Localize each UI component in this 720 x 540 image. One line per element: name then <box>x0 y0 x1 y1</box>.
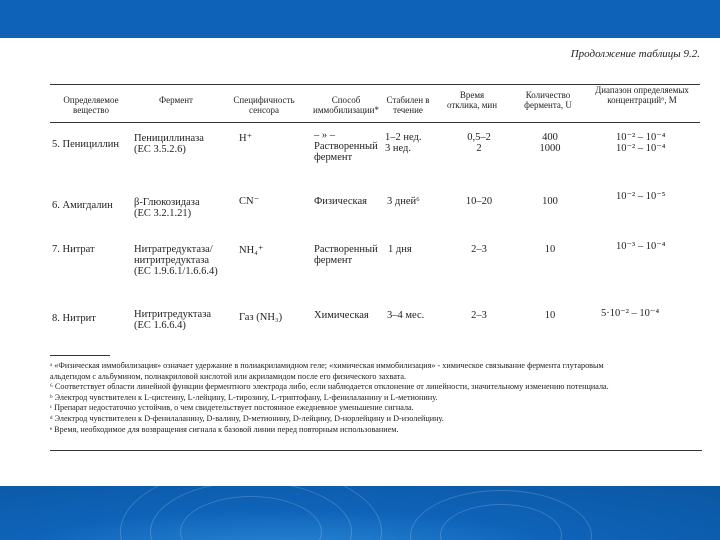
row-4-response-time: 2–3 <box>471 310 487 321</box>
row-4-range: 5·10⁻² – 10⁻⁴ <box>601 308 660 319</box>
footnote-line: ᶜ Препарат недостаточно устойчив, о чем свидетельствует постоянное ежедневное уменьшение сигнала. <box>50 403 414 413</box>
row-4-sensor: Газ (NH₃) <box>239 312 283 323</box>
row-1-immobilization: – » – Растворенный фермент <box>314 130 378 163</box>
row-3-immobilization: Растворенный фермент <box>314 244 378 266</box>
row-3-response-time: 2–3 <box>471 244 487 255</box>
row-2-enzyme-amount: 100 <box>542 196 558 207</box>
ripple-decoration <box>410 490 592 540</box>
row-3-range: 10⁻³ – 10⁻⁴ <box>616 241 666 252</box>
table-caption: Продолжение таблицы 9.2. <box>570 48 700 60</box>
header-stability: Стабилен в течение <box>386 95 430 115</box>
bottom-banner <box>0 486 720 540</box>
row-1-sensor: H⁺ <box>239 133 253 144</box>
ripple-decoration <box>120 486 382 540</box>
row-2-immobilization: Физическая <box>314 196 367 207</box>
footnote-line: ᵇ Электрод чувствителен к L-цистеину, L-лейцину, L-тирозину, L-триптофану, L-фенилаланину и L-метионину. <box>50 392 438 402</box>
header-sensor: Специфичность сенсора <box>233 95 295 115</box>
row-4-enzyme-amount: 10 <box>544 310 556 321</box>
row-2-response-time: 10–20 <box>465 196 493 207</box>
row-4-stability: 3–4 мес. <box>387 310 425 321</box>
row-1-range: 10⁻² – 10⁻⁴ 10⁻² – 10⁻⁴ <box>616 132 666 154</box>
header-enzyme-amount: Количество фермента, U <box>524 90 572 110</box>
row-2-substance: 6. Амигдалин <box>52 200 113 211</box>
row-4-immobilization: Химическая <box>314 310 369 321</box>
footnote-rule <box>50 355 110 356</box>
footnote-line: ⁶ Соответствует области линейной функции ферментного электрода либо, если наблюдается отклонение от линейности, значительному изменению потенциала. <box>50 382 609 392</box>
row-3-substance: 7. Нитрат <box>52 244 95 255</box>
row-2-stability: 3 дней⁶ <box>387 196 420 207</box>
header-bottom-rule <box>50 122 700 123</box>
footnote-line: ᵉ Время, необходимое для возвращения сигнала к базовой линии перед повторным использованием. <box>50 424 399 434</box>
row-3-enzyme: Нитратредуктаза/ нитритредуктаза (ЕС 1.9.6.1/1.6.6.4) <box>134 244 218 277</box>
row-1-enzyme-amount: 400 1000 <box>539 132 561 154</box>
footnote-bottom-rule <box>50 450 702 451</box>
footnote-line: альдегидом с альбумином, полиакриловой кислотой или акриламидом после его физического захвата. <box>50 371 407 381</box>
footnote-line: ᵈ Электрод чувствителен к D-фенилаланину, D-валину, D-метионину, D-лейцину, D-норлейцину и D-изолейцину. <box>50 413 444 423</box>
top-banner <box>0 0 720 38</box>
footnotes <box>50 361 702 435</box>
row-2-sensor: CN⁻ <box>239 196 260 207</box>
header-enzyme: Фермент <box>159 95 193 105</box>
header-range: Диапазон определяемых концентраций⁶, М <box>595 85 689 105</box>
row-3-enzyme-amount: 10 <box>544 244 556 255</box>
row-3-stability: 1 дня <box>388 244 412 255</box>
row-2-range: 10⁻² – 10⁻⁵ <box>616 191 666 202</box>
header-response-time: Время отклика, мин <box>446 90 498 110</box>
header-immobilization: Способ иммобилизации* <box>313 95 379 115</box>
row-3-sensor: NH₄⁺ <box>239 245 264 256</box>
row-2-enzyme: β-Глюкозидаза (ЕС 3.2.1.21) <box>134 197 200 219</box>
row-1-stability: 1–2 нед. 3 нед. <box>385 132 422 154</box>
row-1-enzyme: Пенициллиназа (ЕС 3.5.2.6) <box>134 133 204 155</box>
row-1-substance: 5. Пенициллин <box>52 139 119 150</box>
row-1-response-time: 0,5–2 2 <box>467 132 491 154</box>
row-4-substance: 8. Нитрит <box>52 313 96 324</box>
header-substance: Определяемое вещество <box>63 95 119 115</box>
footnote-line: ᵃ «Физическая иммобилизация» означает удержание в полиакриламидном геле; «химическая иммобилизация» - химическое связывание фермента глутаровым <box>50 361 604 370</box>
document-page <box>38 38 710 486</box>
row-4-enzyme: Нитритредуктаза (ЕС 1.6.6.4) <box>134 309 212 331</box>
